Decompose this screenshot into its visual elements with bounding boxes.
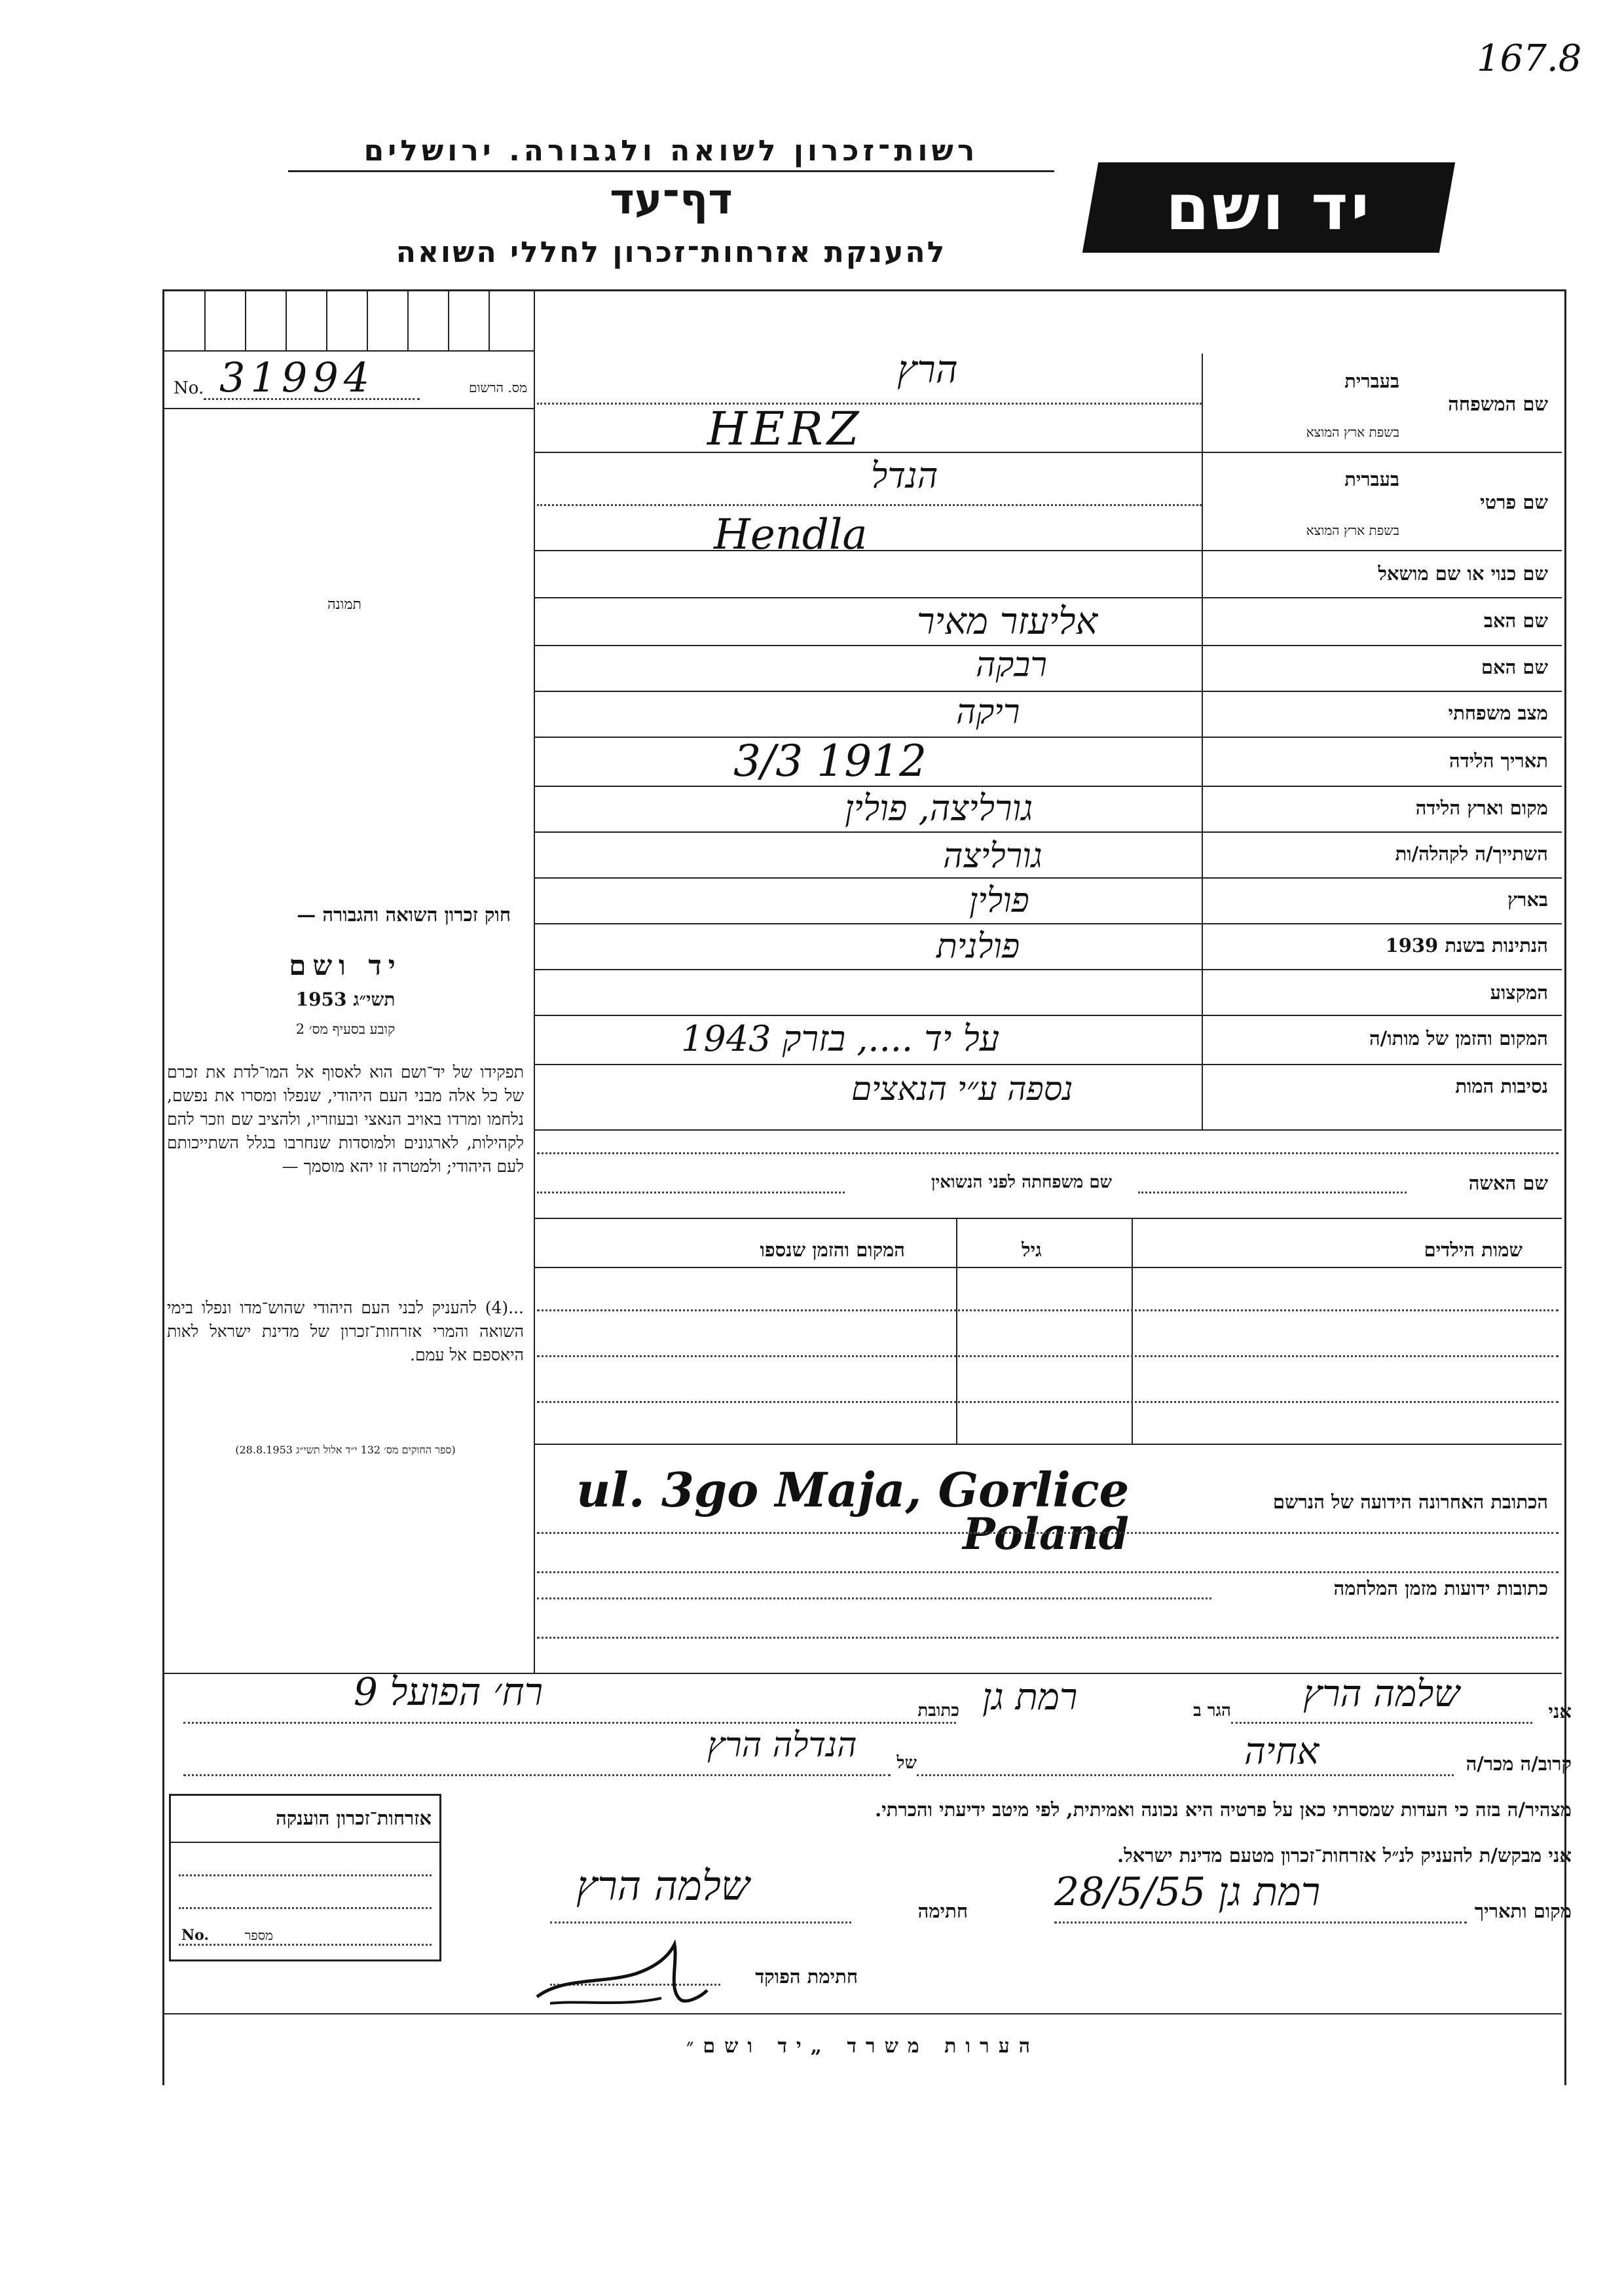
death-circumstances-value: נספה ע״י הנאצים [851, 1070, 1073, 1108]
last-address-label: הכתובת האחרונה הידועה של הנרשם [1272, 1491, 1548, 1513]
children-age-header: גיל [1022, 1239, 1042, 1261]
relation-of-label: של [896, 1753, 917, 1773]
page-title: דף־עד [610, 175, 733, 224]
declarant-address: רח׳ הפועל 9 [354, 1669, 544, 1714]
law-title: חוק זכרון השואה והגבורה — [297, 903, 511, 926]
law-name: יד ושם [289, 949, 402, 981]
law-text-1: תפקידו של יד־ושם הוא לאסוף אל המו־לדת את זכרם של כל אלה מבני העם היהודי, שנפלו ומסרו את נפשם, נלחמו ומרדו באויב הנאצי ובעוזריו, ולהציב שם וזכר להם לקהילות, לארגונים ולמוסדות שנחרבו בגלל השתייכותם לעם היהודי; ולמטרה זו יהא מוסמך — [167, 1063, 524, 1176]
marital-status-label: מצב משפחתי [1448, 702, 1548, 724]
death-place-time-value: על יד ...., בזרק 1943 [681, 1018, 1000, 1059]
country-label: בארץ [1507, 888, 1548, 911]
relation-of-name: הנדלה הרץ [707, 1726, 857, 1765]
law-text-2: ...(4) להעניק לבני העם היהודי שהוש־מדו ונפלו בימי השואה והמרי אזרחות־זכרון של מדינת ישראל לאות היאספם אל עמם. [167, 1298, 524, 1364]
father-name-label: שם האב [1483, 610, 1548, 632]
declarant-i-label: אני [1548, 1700, 1572, 1722]
law-section [167, 903, 524, 1467]
first-name-label: שם פרטי [1480, 491, 1548, 513]
declarant-signature: שלמה הרץ [576, 1862, 750, 1910]
corner-stamp-number: 167.8 [1477, 37, 1582, 80]
place-date-label: מקום ותאריך [1474, 1900, 1572, 1922]
law-clause: קובע בסעיף מס׳ 2 [295, 1021, 396, 1037]
nationality-1939-label: הנתינות בשנת 1939 [1385, 934, 1548, 957]
first-name-origin-label: בשפת ארץ המוצא [1306, 522, 1399, 538]
declaration-text: מצהיר/ה בזה כי העדות שמסרתי כאן על פרטיה היא נכונה ואמיתית, לפי מיטב ידיעתי והכרתי. [875, 1798, 1572, 1821]
declarant-city: רמת גן [982, 1676, 1078, 1719]
community-label: השתייך/ה לקהלה/ות [1395, 843, 1548, 865]
relation-label: קרוב/ה מכר/ה [1466, 1753, 1572, 1775]
first-name-hebrew-label: בעברית [1344, 468, 1399, 490]
office-remarks-label: הערות משרד „יד ושם״ [686, 2035, 1040, 2058]
death-place-time-label: המקום והזמן של מותו/ה [1369, 1027, 1548, 1049]
family-name-hebrew-label: בעברית [1344, 370, 1399, 392]
birth-place-label: מקום וארץ הלידה [1415, 797, 1548, 819]
registration-no-label: No. [174, 378, 204, 398]
family-name-hebrew-value: הרץ [897, 347, 958, 392]
nationality-1939-value: פולנית [936, 927, 1020, 966]
officer-signature-label: חתימת הפוקד [755, 1965, 858, 1988]
last-address-line1: ul. 3go Maja, Gorlice [576, 1462, 1130, 1518]
mother-name-label: שם האם [1481, 656, 1548, 678]
citizenship-granted-box [169, 1794, 441, 1961]
signature-label: חתימה [917, 1900, 968, 1922]
first-name-origin-value: Hendla [714, 511, 868, 559]
officer-signature [524, 1938, 720, 2016]
first-name-hebrew-value: הנדל [871, 455, 938, 496]
birth-date-label: תאריך הלידה [1449, 750, 1548, 772]
page-subtitle: להענקת אזרחות־זכרון לחללי השואה [396, 236, 947, 269]
community-value: גורליצה [943, 837, 1043, 876]
wife-name-label: שם האשה [1468, 1172, 1548, 1194]
column-divider [534, 289, 535, 1674]
wartime-address-label: כתובות ידועות מזמן המלחמה [1333, 1577, 1548, 1599]
father-name-value: אליעזר מאיר [917, 600, 1098, 643]
registration-label: מס. הרשום [468, 380, 527, 395]
authority-heading: רשות־זכרון לשואה ולגבורה. ירושלים [288, 134, 1054, 172]
marital-status-value: ריקה [956, 693, 1020, 732]
declarant-address-label: כתובת [917, 1701, 959, 1721]
declarant-resides-label: הגר ב [1193, 1701, 1231, 1721]
declarant-name: שלמה הרץ [1303, 1673, 1460, 1715]
children-place-header: המקום והזמן שנספו [760, 1239, 905, 1261]
children-names-header: שמות הילדים [1424, 1239, 1522, 1261]
family-name-origin-value: HERZ [707, 402, 863, 456]
law-source: (ספר החוקים מס׳ 132 י״ד אלול תשי״ג 28.8.1953) [235, 1444, 456, 1456]
profession-label: המקצוע [1490, 981, 1548, 1004]
declarant-relation: אחיה [1244, 1730, 1320, 1773]
family-name-origin-label: בשפת ארץ המוצא [1306, 424, 1399, 440]
country-value: פולין [969, 881, 1029, 920]
yad-vashem-logo: יד ושם [1082, 162, 1455, 253]
mother-name-value: רבקה [976, 646, 1047, 685]
citizenship-no-label: No. [181, 1927, 210, 1944]
birth-date-value: 3/3 1912 [733, 736, 927, 786]
photo-label: תמונה [327, 596, 361, 613]
wife-maiden-name-label: שם משפחתה לפני הנשואין [931, 1173, 1112, 1192]
place-date-value: רמת גן 28/5/55 [1054, 1869, 1321, 1915]
citizenship-request-text: אני מבקש/ת להעניק לנ״ל אזרחות־זכרון מטעם מדינת ישראל. [1117, 1844, 1572, 1867]
registration-row [167, 354, 531, 405]
birth-place-value: גורליצה, פולין [845, 788, 1033, 829]
citizenship-number-label: מספר [244, 1927, 273, 1943]
registration-number: 31994 [219, 354, 375, 401]
citizenship-box-title: אזרחות־זכרון הוענקה [276, 1807, 432, 1829]
family-name-label: שם המשפחה [1448, 393, 1548, 415]
last-address-line2: Poland [963, 1508, 1129, 1559]
nickname-label: שם כנוי או שם מושאל [1378, 562, 1548, 585]
death-circumstances-label: נסיבות המות [1455, 1075, 1548, 1097]
law-year: תשי״ג 1953 [295, 989, 396, 1010]
